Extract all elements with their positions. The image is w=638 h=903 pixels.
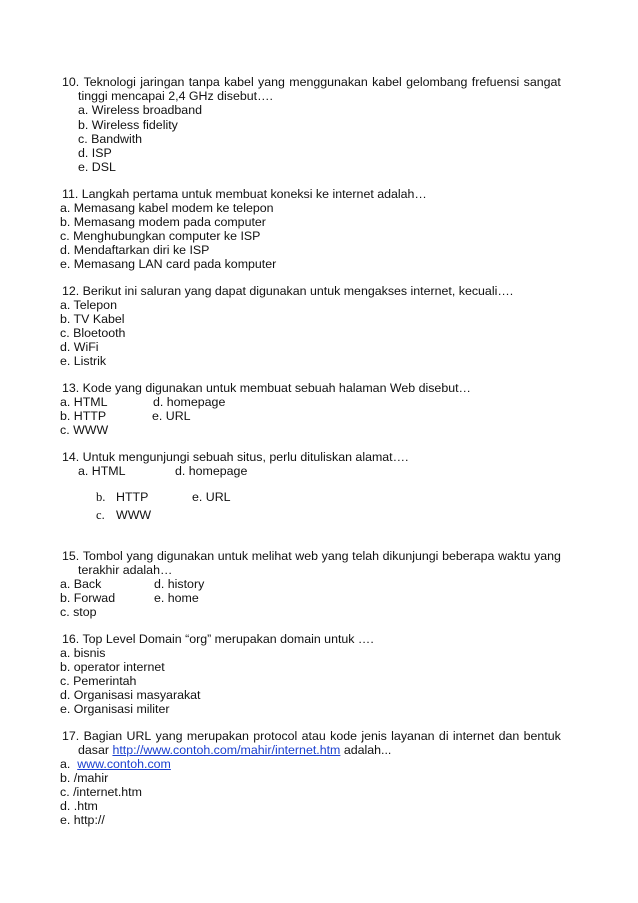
q17-option-e: e. http:// xyxy=(60,813,105,827)
q13-option-a: a. HTML xyxy=(60,395,108,409)
q15-option-c: c. stop xyxy=(60,605,97,619)
q17-option-a: a. www.contoh.com xyxy=(60,757,171,771)
q13-option-d: d. homepage xyxy=(153,395,226,409)
q10-option-b: b. Wireless fidelity xyxy=(78,118,178,132)
q17-question-line2: dasar http://www.contoh.com/mahir/internet.htm adalah... xyxy=(78,743,392,757)
q11-option-b: b. Memasang modem pada computer xyxy=(60,215,266,229)
q12-option-d: d. WiFi xyxy=(60,340,99,354)
q11-option-c: c. Menghubungkan computer ke ISP xyxy=(60,229,261,243)
domain-link[interactable]: www.contoh.com xyxy=(77,757,171,771)
q17-option-c: c. /internet.htm xyxy=(60,785,142,799)
q15-question-line2: terakhir adalah… xyxy=(78,563,173,577)
q15-option-d: d. history xyxy=(154,577,205,591)
q14-option-c: WWW xyxy=(116,508,152,522)
q10-option-c: c. Bandwith xyxy=(78,132,143,146)
q15-option-e: e. home xyxy=(154,591,199,605)
q16-option-d: d. Organisasi masyarakat xyxy=(60,688,201,702)
q14-option-b: HTTP xyxy=(116,490,149,504)
url-link[interactable]: http://www.contoh.com/mahir/internet.htm xyxy=(112,743,341,757)
q10-question-line2: tinggi mencapai 2,4 GHz disebut…. xyxy=(78,89,273,103)
q13-option-e: e. URL xyxy=(152,409,191,423)
q16-option-b: b. operator internet xyxy=(60,660,165,674)
q11-question: 11. Langkah pertama untuk membuat koneksi ke internet adalah… xyxy=(62,187,427,201)
q11-option-d: d. Mendaftarkan diri ke ISP xyxy=(60,243,210,257)
q14-question: 14. Untuk mengunjungi sebuah situs, perlu dituliskan alamat…. xyxy=(62,450,409,464)
q14-option-b-letter: b. xyxy=(96,490,106,504)
q17-question-line1: 17. Bagian URL yang merupakan protocol atau kode jenis layanan di internet dan bentuk xyxy=(62,729,561,743)
q16-option-e: e. Organisasi militer xyxy=(60,702,170,716)
q13-option-c: c. WWW xyxy=(60,423,109,437)
q10-option-a: a. Wireless broadband xyxy=(78,103,202,117)
q11-option-a: a. Memasang kabel modem ke telepon xyxy=(60,201,274,215)
q13-option-b: b. HTTP xyxy=(60,409,107,423)
q15-question-line1: 15. Tombol yang digunakan untuk melihat web yang telah dikunjungi beberapa waktu yang xyxy=(62,549,561,563)
q10-option-d: d. ISP xyxy=(78,146,112,160)
q17-option-b: b. /mahir xyxy=(60,771,109,785)
q12-option-e: e. Listrik xyxy=(60,354,107,368)
q15-option-a: a. Back xyxy=(60,577,102,591)
q14-option-a: a. HTML xyxy=(78,464,126,478)
q12-option-c: c. Bloetooth xyxy=(60,326,126,340)
q13-question: 13. Kode yang digunakan untuk membuat sebuah halaman Web disebut… xyxy=(62,381,471,395)
q10-question-line1: 10. Teknologi jaringan tanpa kabel yang menggunakan kabel gelombang frefuensi sangat xyxy=(62,75,561,89)
q14-option-e: e. URL xyxy=(192,490,231,504)
q15-option-b: b. Forwad xyxy=(60,591,116,605)
q10-option-e: e. DSL xyxy=(78,160,116,174)
q14-option-c-letter: c. xyxy=(96,508,105,522)
q12-question: 12. Berikut ini saluran yang dapat digunakan untuk mengakses internet, kecuali…. xyxy=(62,284,514,298)
q11-option-e: e. Memasang LAN card pada komputer xyxy=(60,257,277,271)
q12-option-a: a. Telepon xyxy=(60,298,117,312)
q12-option-b: b. TV Kabel xyxy=(60,312,125,326)
q16-option-a: a. bisnis xyxy=(60,646,106,660)
q14-option-d: d. homepage xyxy=(175,464,248,478)
q17-option-d: d. .htm xyxy=(60,799,98,813)
q16-question: 16. Top Level Domain “org” merupakan domain untuk …. xyxy=(62,632,374,646)
q16-option-c: c. Pemerintah xyxy=(60,674,137,688)
